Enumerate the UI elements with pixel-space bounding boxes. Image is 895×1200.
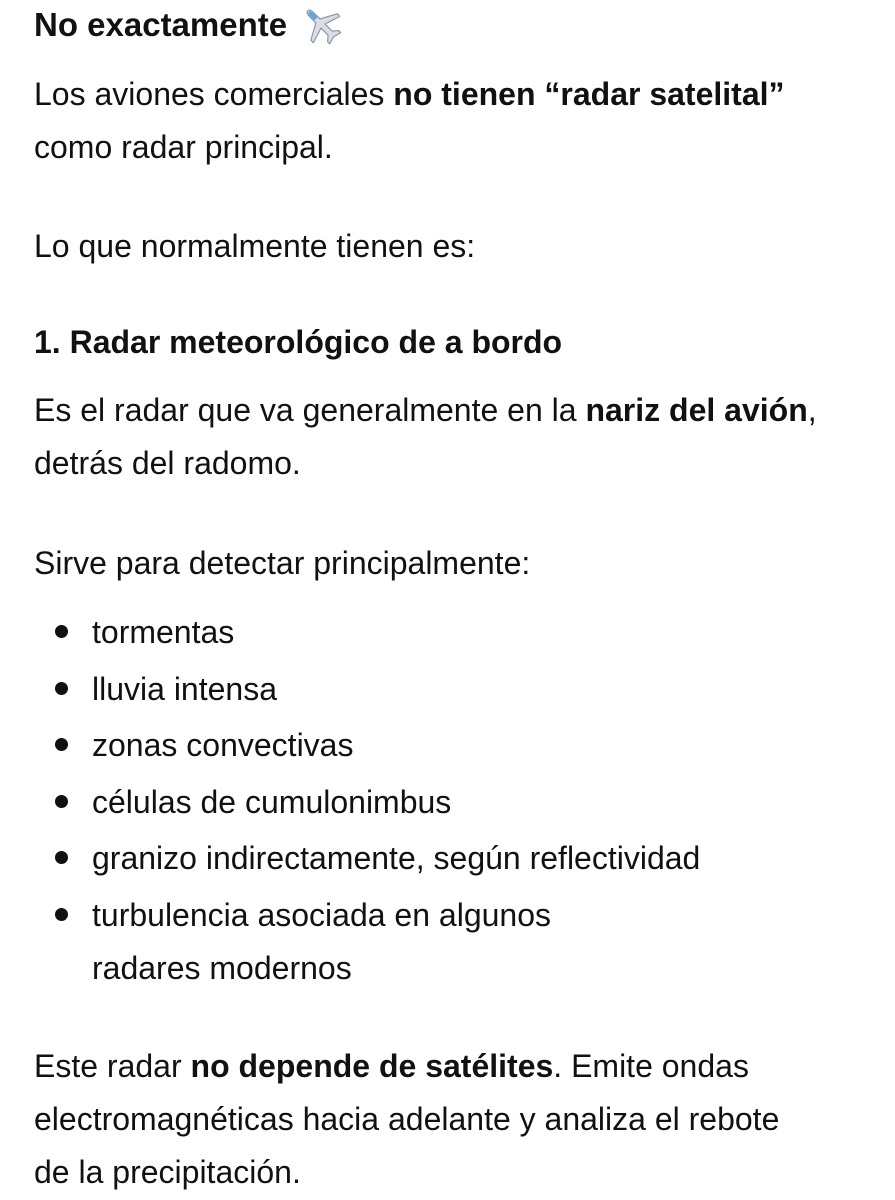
list-item: lluvia intensa (34, 663, 884, 720)
list-item: tormentas (34, 606, 884, 663)
bullet-icon (55, 625, 68, 638)
closing-line2: electromagnéticas hacia adelante y analiza el rebote (34, 1101, 780, 1137)
closing-line3: de la precipitación. (34, 1154, 301, 1190)
bullet-icon (55, 738, 68, 751)
desc-line2: detrás del radomo. (34, 445, 301, 481)
closing-paragraph (34, 1040, 884, 1199)
desc-bold: nariz del avión (585, 392, 808, 428)
bullet-icon (55, 795, 68, 808)
bullet-icon (55, 908, 68, 921)
intro-text: Los aviones comerciales (34, 76, 394, 112)
intro-line2: como radar principal. (34, 129, 333, 165)
bullet-icon (55, 851, 68, 864)
intro-paragraph (34, 68, 884, 174)
section-description (34, 384, 884, 490)
airplane-icon (299, 2, 345, 48)
list-item: granizo indirectamente, según reflectividad (34, 832, 884, 889)
desc-comma: , (807, 392, 817, 428)
list-item: zonas convectivas (34, 719, 884, 776)
desc-text: Es el radar que va generalmente en la (34, 392, 586, 428)
list-item: células de cumulonimbus (34, 776, 884, 833)
intro-bold: no tienen “radar satelital” (393, 76, 785, 112)
closing-line1-end: . Emite ondas (553, 1048, 749, 1084)
serves-text: Sirve para detectar principalmente: (34, 545, 531, 581)
heading-text: No exactamente (34, 6, 288, 43)
detection-list (34, 606, 884, 999)
closing-text: Este radar (34, 1048, 191, 1084)
lead-text: Lo que normalmente tienen es: (34, 228, 476, 264)
heading (34, 2, 345, 48)
bullet-icon (55, 682, 68, 695)
section-title: 1. Radar meteorológico de a bordo (34, 324, 563, 360)
closing-bold: no depende de satélites (190, 1048, 554, 1084)
list-item: turbulencia asociada en algunos radares modernos (34, 889, 612, 999)
